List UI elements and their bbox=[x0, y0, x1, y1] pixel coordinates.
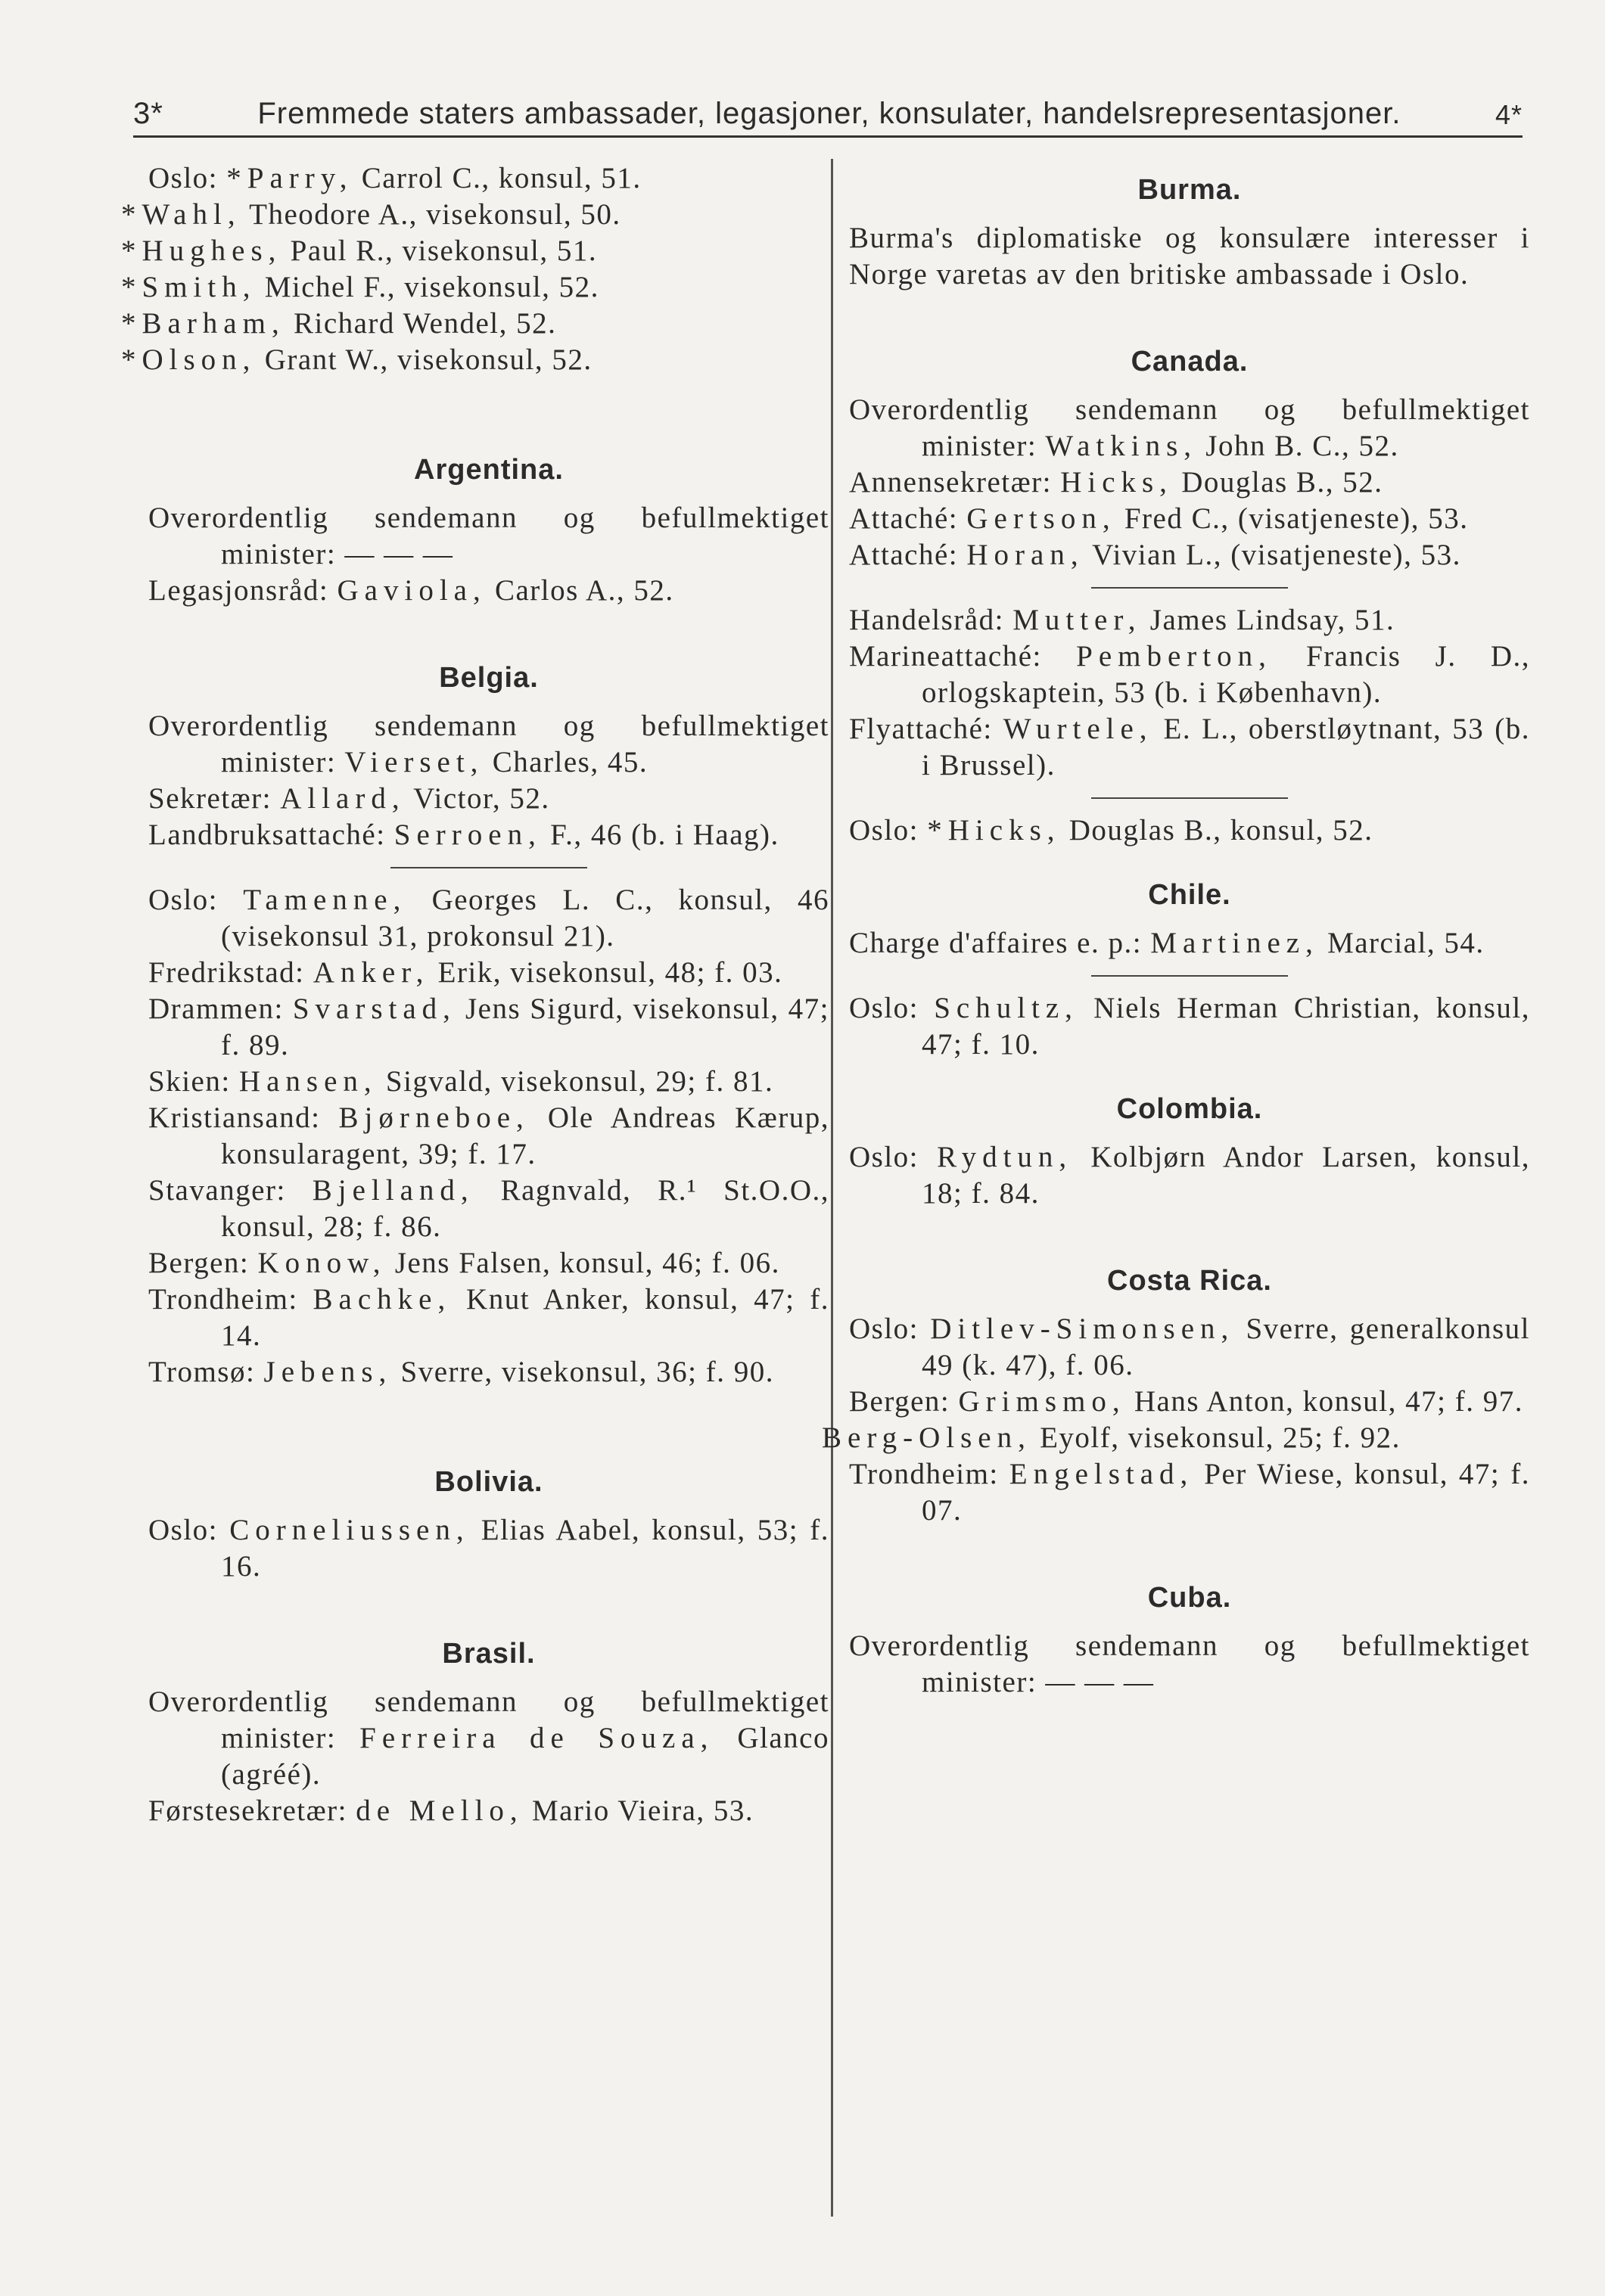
entry: Landbruksattaché: Serroen, F., 46 (b. i Haag). bbox=[148, 819, 779, 851]
entry: Førstesekretær: de Mello, Mario Vieira, 53. bbox=[148, 1794, 754, 1827]
entry: Legasjonsråd: Gaviola, Carlos A., 52. bbox=[148, 574, 674, 607]
entry: *Smith, Michel F., visekonsul, 52. bbox=[121, 271, 599, 303]
section-title-colombia: Colombia. bbox=[1116, 1093, 1263, 1125]
page-number-right: 4* bbox=[1495, 99, 1523, 130]
entry: *Hughes, Paul R., visekonsul, 51. bbox=[121, 235, 598, 267]
left-column bbox=[121, 160, 830, 1829]
entry: Oslo: *Parry, Carrol C., konsul, 51. bbox=[148, 162, 642, 194]
entry: Oslo: Ditlev-Simonsen, Sverre, generalkonsul 49 (k. 47), f. 06. bbox=[849, 1313, 1530, 1381]
entry: Trondheim: Bachke, Knut Anker, konsul, 47; f. 14. bbox=[148, 1283, 829, 1352]
entry: Overordentlig sendemann og befullmektiget minister: — — — bbox=[148, 502, 829, 570]
entry: Skien: Hansen, Sigvald, visekonsul, 29; f. 81. bbox=[148, 1065, 774, 1098]
entry: Tromsø: Jebens, Sverre, visekonsul, 36; f. 90. bbox=[148, 1356, 774, 1388]
entry: Oslo: Tamenne, Georges L. C., konsul, 46 (visekonsul 31, prokonsul 21). bbox=[148, 884, 830, 952]
entry: Flyattaché: Wurtele, E. L., oberstløytnant, 53 (b. i Brussel). bbox=[849, 713, 1530, 781]
entry: *Wahl, Theodore A., visekonsul, 50. bbox=[121, 198, 621, 231]
entry: *Barham, Richard Wendel, 52. bbox=[121, 307, 557, 340]
running-title: Fremmede staters ambassader, legasjoner, konsulater, handelsrepresentasjoner. bbox=[257, 97, 1401, 130]
section-title-chile: Chile. bbox=[1148, 879, 1231, 911]
entry: Fredrikstad: Anker, Erik, visekonsul, 48; f. 03. bbox=[148, 956, 783, 989]
entry: Annensekretær: Hicks, Douglas B., 52. bbox=[849, 466, 1383, 499]
entry: Oslo: *Hicks, Douglas B., konsul, 52. bbox=[849, 814, 1373, 847]
entry: Marineattaché: Pemberton, Francis J. D., orlogskaptein, 53 (b. i København). bbox=[849, 640, 1530, 709]
entry: Trondheim: Engelstad, Per Wiese, konsul, 47; f. 07. bbox=[849, 1458, 1530, 1527]
section-title-canada: Canada. bbox=[1131, 346, 1249, 377]
entry: Handelsråd: Mutter, James Lindsay, 51. bbox=[849, 604, 1395, 636]
entry: Overordentlig sendemann og befullmektiget minister: Watkins, John B. C., 52. bbox=[849, 393, 1530, 462]
page-number-left: 3* bbox=[133, 97, 163, 130]
entry: Oslo: Corneliussen, Elias Aabel, konsul, 53; f. 16. bbox=[148, 1514, 829, 1583]
entry: Drammen: Svarstad, Jens Sigurd, visekonsul, 47; f. 89. bbox=[148, 993, 829, 1061]
entry: Attaché: Gertson, Fred C., (visatjeneste), 53. bbox=[849, 502, 1469, 535]
entry: Stavanger: Bjelland, Ragnvald, R.¹ St.O.O., konsul, 28; f. 86. bbox=[148, 1174, 830, 1243]
section-title-bolivia: Bolivia. bbox=[434, 1466, 543, 1498]
entry: Overordentlig sendemann og befullmektiget minister: — — — bbox=[849, 1630, 1530, 1698]
column-divider bbox=[831, 159, 833, 2217]
entry: Kristiansand: Bjørneboe, Ole Andreas Kærup, konsularagent, 39; f. 17. bbox=[148, 1101, 829, 1170]
section-title-belgia: Belgia. bbox=[439, 662, 539, 694]
entry: Sekretær: Allard, Victor, 52. bbox=[148, 782, 550, 815]
entry: Attaché: Horan, Vivian L., (visatjeneste), 53. bbox=[849, 539, 1461, 571]
right-column bbox=[822, 160, 1531, 1701]
entry: Burma's diplomatiske og konsulære interesser i Norge varetas av den britiske ambassade i Oslo. bbox=[849, 222, 1530, 290]
section-title-cuba: Cuba. bbox=[1147, 1582, 1232, 1614]
entry: Bergen: Grimsmo, Hans Anton, konsul, 47; f. 97. bbox=[849, 1385, 1523, 1418]
page-header bbox=[133, 79, 1523, 138]
entry: Oslo: Schultz, Niels Herman Christian, konsul, 47; f. 10. bbox=[849, 992, 1531, 1061]
entry: Overordentlig sendemann og befullmektiget minister: Vierset, Charles, 45. bbox=[148, 710, 829, 778]
section-title-argentina: Argentina. bbox=[414, 454, 564, 486]
entry: Bergen: Konow, Jens Falsen, konsul, 46; f. 06. bbox=[148, 1247, 780, 1279]
usa-continuation bbox=[121, 160, 829, 378]
entry: Oslo: Rydtun, Kolbjørn Andor Larsen, konsul, 18; f. 84. bbox=[849, 1141, 1531, 1210]
entry: Berg-Olsen, Eyolf, visekonsul, 25; f. 92. bbox=[822, 1421, 1401, 1454]
section-title-brasil: Brasil. bbox=[442, 1638, 536, 1670]
section-title-costa-rica: Costa Rica. bbox=[1107, 1265, 1272, 1297]
entry: Charge d'affaires e. p.: Martinez, Marcial, 54. bbox=[849, 927, 1485, 959]
section-title-burma: Burma. bbox=[1137, 174, 1242, 206]
entry: Overordentlig sendemann og befullmektiget minister: Ferreira de Souza, Glanco (agréé). bbox=[148, 1685, 829, 1791]
entry: *Olson, Grant W., visekonsul, 52. bbox=[121, 343, 593, 376]
